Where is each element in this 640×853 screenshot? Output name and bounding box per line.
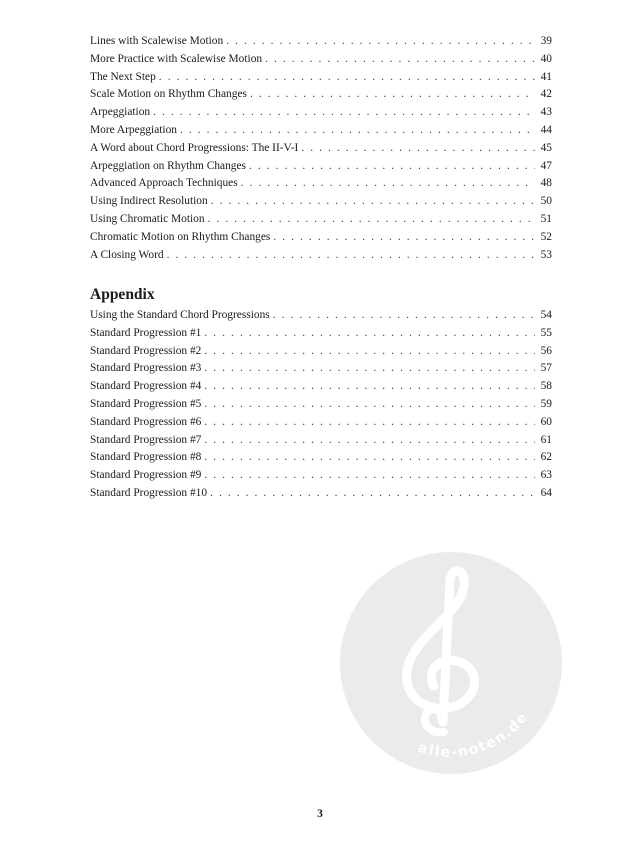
toc-entry <box>90 33 552 51</box>
dot-leader <box>204 449 535 467</box>
toc-entry-title: Using Chromatic Motion <box>90 212 205 225</box>
toc-entry <box>90 104 552 122</box>
toc-entry-title: Arpeggiation <box>90 106 151 119</box>
toc-entry <box>90 86 552 104</box>
toc-entry <box>90 449 552 467</box>
toc-entry-title: More Practice with Scalewise Motion <box>90 52 263 65</box>
dot-leader <box>211 193 535 211</box>
toc-entry <box>90 396 552 414</box>
toc-entry-page: 41 <box>540 70 552 83</box>
toc-entry-title: Using the Standard Chord Progressions <box>90 309 270 321</box>
toc-entry <box>90 485 552 503</box>
toc-entry-title: Standard Progression #6 <box>90 415 202 428</box>
toc-entry-page: 47 <box>540 159 552 172</box>
dot-leader <box>204 396 535 414</box>
dot-leader <box>204 325 535 343</box>
toc-entry-title: Standard Progression #2 <box>90 344 202 357</box>
toc-entry-title: Standard Progression #5 <box>90 397 202 410</box>
toc-entry-title: Arpeggiation on Rhythm Changes <box>90 159 246 172</box>
toc-entry-title: Lines with Scalewise Motion <box>90 35 224 47</box>
dot-leader <box>241 175 535 193</box>
toc-entry <box>90 467 552 485</box>
dot-leader <box>204 343 535 361</box>
toc-entry-page: 53 <box>540 248 552 261</box>
toc-entry <box>90 175 552 193</box>
toc-entry-page: 58 <box>540 380 552 393</box>
dot-leader <box>226 33 535 51</box>
page-number: 3 <box>317 808 323 820</box>
dot-leader <box>273 229 535 247</box>
toc-entry-page: 43 <box>540 106 552 119</box>
toc-entry-page: 44 <box>540 123 552 136</box>
toc-entry-page: 48 <box>540 177 552 190</box>
dot-leader <box>249 158 535 176</box>
toc-entry-title: Standard Progression #3 <box>90 362 202 375</box>
dot-leader <box>159 69 535 87</box>
toc-entry-page: 39 <box>540 35 552 47</box>
toc-entry-page: 59 <box>540 397 552 410</box>
toc-entry <box>90 378 552 396</box>
toc-main-list <box>90 33 552 264</box>
toc-entry <box>90 325 552 343</box>
toc-entry-page: 56 <box>540 344 552 357</box>
toc-entry <box>90 158 552 176</box>
dot-leader <box>153 104 535 122</box>
toc-entry-title: Standard Progression #7 <box>90 433 202 446</box>
toc-entry-page: 42 <box>540 88 552 101</box>
dot-leader <box>301 140 535 158</box>
toc-entry <box>90 307 552 325</box>
dot-leader <box>210 485 535 503</box>
toc-entry <box>90 360 552 378</box>
toc-entry-page: 61 <box>540 433 552 446</box>
toc-entry-title: Advanced Approach Techniques <box>90 177 238 190</box>
toc-entry <box>90 122 552 140</box>
toc-entry-title: Standard Progression #9 <box>90 469 202 482</box>
toc-appendix-section <box>90 286 552 503</box>
toc-entry-title: Scale Motion on Rhythm Changes <box>90 88 247 101</box>
dot-leader <box>204 467 535 485</box>
toc-entry-page: 50 <box>540 195 552 208</box>
toc-entry <box>90 247 552 265</box>
toc-entry <box>90 211 552 229</box>
dot-leader <box>250 86 535 104</box>
watermark-text: alle-noten.de <box>415 709 532 761</box>
toc-entry-page: 52 <box>540 230 552 243</box>
watermark-logo <box>340 552 562 774</box>
toc-entry-title: A Closing Word <box>90 248 164 261</box>
dot-leader <box>204 432 535 450</box>
toc-entry-page: 51 <box>540 212 552 225</box>
dot-leader <box>208 211 535 229</box>
toc-entry-page: 40 <box>540 52 552 65</box>
toc-entry <box>90 229 552 247</box>
dot-leader <box>167 247 535 265</box>
dot-leader <box>265 51 535 69</box>
toc-entry <box>90 69 552 87</box>
toc-entry-page: 54 <box>540 309 552 321</box>
toc-entry-title: Chromatic Motion on Rhythm Changes <box>90 230 271 243</box>
toc-entry-page: 60 <box>540 415 552 428</box>
toc-entry-title: A Word about Chord Progressions: The II-V-I <box>90 141 299 154</box>
toc-entry-title: More Arpeggiation <box>90 123 177 136</box>
toc-entry-page: 45 <box>540 141 552 154</box>
toc-entry-page: 64 <box>540 486 552 499</box>
toc-entry-title: Standard Progression #4 <box>90 380 202 393</box>
toc-entry-page: 62 <box>540 451 552 464</box>
toc-entry <box>90 432 552 450</box>
toc-entry <box>90 193 552 211</box>
toc-entry-page: 55 <box>540 326 552 339</box>
toc-entry-title: Standard Progression #8 <box>90 451 202 464</box>
dot-leader <box>204 414 535 432</box>
toc-entry-page: 63 <box>540 469 552 482</box>
toc-entry <box>90 414 552 432</box>
toc-entry <box>90 51 552 69</box>
dot-leader <box>204 378 535 396</box>
toc-entry-page: 57 <box>540 362 552 375</box>
dot-leader <box>273 307 535 325</box>
dot-leader <box>204 360 535 378</box>
dot-leader <box>180 122 535 140</box>
toc-entry-title: Using Indirect Resolution <box>90 195 208 208</box>
toc-entry-title: Standard Progression #10 <box>90 486 208 499</box>
toc-entry <box>90 140 552 158</box>
toc-entry <box>90 343 552 361</box>
toc-entry-title: The Next Step <box>90 70 156 83</box>
appendix-heading: Appendix <box>90 286 155 303</box>
toc-entry-title: Standard Progression #1 <box>90 326 202 339</box>
